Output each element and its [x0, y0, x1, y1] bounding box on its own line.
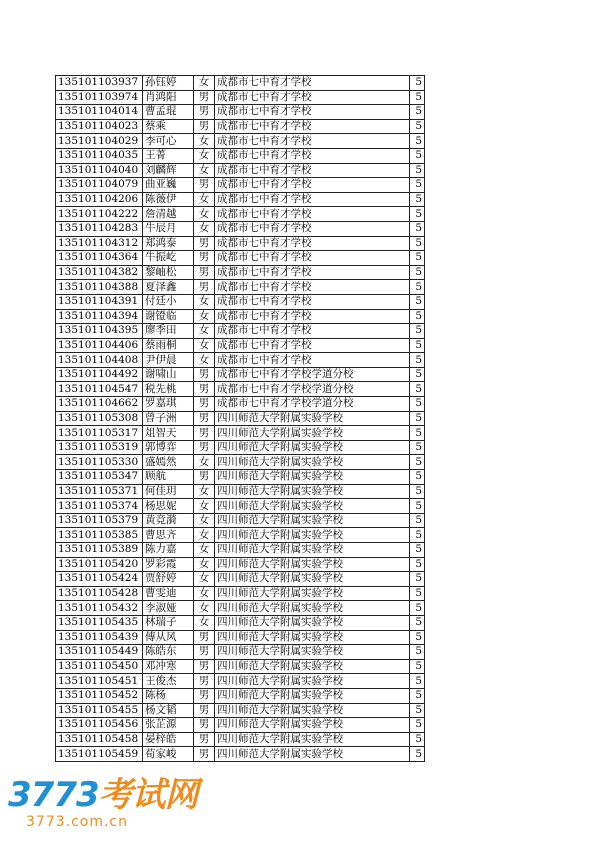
- cell-id: 135101105420: [56, 557, 143, 572]
- cell-name: 张芷源: [143, 718, 194, 733]
- cell-count: 5: [410, 309, 425, 324]
- cell-id: 135101104382: [56, 265, 143, 280]
- cell-count: 5: [410, 703, 425, 718]
- cell-gender: 男: [194, 718, 215, 733]
- table-row: [56, 615, 425, 630]
- cell-school: 四川师范大学附属实验学校: [215, 484, 410, 499]
- cell-count: 5: [410, 134, 425, 149]
- table-row: [56, 659, 425, 674]
- cell-name: 夏泽鑫: [143, 280, 194, 295]
- cell-school: 成都市七中育才学校: [215, 105, 410, 120]
- cell-school: 四川师范大学附属实验学校: [215, 747, 410, 762]
- cell-school: 四川师范大学附属实验学校: [215, 615, 410, 630]
- cell-gender: 男: [194, 265, 215, 280]
- cell-count: 5: [410, 338, 425, 353]
- site-logo-text: 考试网: [98, 775, 198, 815]
- cell-count: 5: [410, 76, 425, 91]
- cell-school: 成都市七中育才学校: [215, 236, 410, 251]
- cell-school: 四川师范大学附属实验学校: [215, 513, 410, 528]
- cell-id: 135101104222: [56, 207, 143, 222]
- cell-school: 成都市七中育才学校: [215, 221, 410, 236]
- cell-name: 肖鸿阳: [143, 90, 194, 105]
- cell-name: 晏梓皓: [143, 732, 194, 747]
- table-row: [56, 557, 425, 572]
- cell-id: 135101105319: [56, 440, 143, 455]
- cell-count: 5: [410, 265, 425, 280]
- cell-name: 李淑娅: [143, 601, 194, 616]
- cell-count: 5: [410, 718, 425, 733]
- cell-id: 135101104283: [56, 221, 143, 236]
- cell-id: 135101104040: [56, 163, 143, 178]
- cell-id: 135101104395: [56, 324, 143, 339]
- cell-id: 135101105371: [56, 484, 143, 499]
- cell-id: 135101104206: [56, 192, 143, 207]
- cell-id: 135101104364: [56, 251, 143, 266]
- cell-gender: 女: [194, 543, 215, 558]
- table-row: [56, 674, 425, 689]
- cell-school: 成都市七中育才学校: [215, 163, 410, 178]
- cell-school: 成都市七中育才学校: [215, 134, 410, 149]
- table-row: [56, 309, 425, 324]
- cell-school: 成都市七中育才学校: [215, 76, 410, 91]
- site-logo: [8, 775, 198, 830]
- cell-id: 135101105459: [56, 747, 143, 762]
- cell-count: 5: [410, 178, 425, 193]
- cell-name: 刘麟辉: [143, 163, 194, 178]
- cell-name: 曾子洲: [143, 411, 194, 426]
- cell-gender: 女: [194, 309, 215, 324]
- cell-gender: 男: [194, 367, 215, 382]
- cell-count: 5: [410, 732, 425, 747]
- cell-gender: 女: [194, 615, 215, 630]
- cell-school: 四川师范大学附属实验学校: [215, 470, 410, 485]
- cell-gender: 女: [194, 221, 215, 236]
- cell-id: 135101104388: [56, 280, 143, 295]
- table-row: [56, 367, 425, 382]
- cell-id: 135101105432: [56, 601, 143, 616]
- cell-count: 5: [410, 105, 425, 120]
- cell-gender: 男: [194, 178, 215, 193]
- cell-name: 顾航: [143, 470, 194, 485]
- cell-gender: 女: [194, 455, 215, 470]
- cell-school: 成都市七中育才学校学道分校: [215, 367, 410, 382]
- table-row: [56, 455, 425, 470]
- cell-id: 135101105456: [56, 718, 143, 733]
- cell-gender: 男: [194, 440, 215, 455]
- table-row: [56, 426, 425, 441]
- cell-name: 罗嘉琪: [143, 397, 194, 412]
- cell-gender: 女: [194, 294, 215, 309]
- cell-school: 成都市七中育才学校学道分校: [215, 382, 410, 397]
- cell-gender: 男: [194, 630, 215, 645]
- results-table: [55, 75, 425, 762]
- cell-name: 蔡雨桐: [143, 338, 194, 353]
- cell-school: 成都市七中育才学校: [215, 90, 410, 105]
- cell-name: 罗彩霞: [143, 557, 194, 572]
- cell-gender: 女: [194, 601, 215, 616]
- cell-name: 曲亚巍: [143, 178, 194, 193]
- cell-id: 135101105374: [56, 499, 143, 514]
- cell-gender: 男: [194, 659, 215, 674]
- table-row: [56, 119, 425, 134]
- cell-id: 135101103937: [56, 76, 143, 91]
- cell-gender: 女: [194, 163, 215, 178]
- cell-id: 135101105435: [56, 615, 143, 630]
- cell-id: 135101104029: [56, 134, 143, 149]
- cell-gender: 女: [194, 528, 215, 543]
- cell-school: 成都市七中育才学校: [215, 309, 410, 324]
- cell-count: 5: [410, 543, 425, 558]
- cell-gender: 男: [194, 105, 215, 120]
- cell-id: 135101104408: [56, 353, 143, 368]
- cell-id: 135101104079: [56, 178, 143, 193]
- cell-count: 5: [410, 280, 425, 295]
- cell-gender: 女: [194, 148, 215, 163]
- cell-id: 135101104023: [56, 119, 143, 134]
- cell-id: 135101104406: [56, 338, 143, 353]
- cell-count: 5: [410, 382, 425, 397]
- table-row: [56, 513, 425, 528]
- table-row: [56, 221, 425, 236]
- cell-school: 四川师范大学附属实验学校: [215, 440, 410, 455]
- cell-gender: 男: [194, 119, 215, 134]
- cell-gender: 男: [194, 645, 215, 660]
- cell-count: 5: [410, 572, 425, 587]
- cell-count: 5: [410, 221, 425, 236]
- cell-id: 135101105308: [56, 411, 143, 426]
- cell-gender: 男: [194, 703, 215, 718]
- cell-count: 5: [410, 557, 425, 572]
- cell-name: 王菁: [143, 148, 194, 163]
- table-row: [56, 207, 425, 222]
- table-row: [56, 236, 425, 251]
- cell-name: 曹孟琨: [143, 105, 194, 120]
- cell-count: 5: [410, 148, 425, 163]
- cell-count: 5: [410, 163, 425, 178]
- table-row: [56, 134, 425, 149]
- table-row: [56, 630, 425, 645]
- cell-school: 成都市七中育才学校: [215, 178, 410, 193]
- cell-name: 杨思妮: [143, 499, 194, 514]
- cell-gender: 女: [194, 572, 215, 587]
- cell-name: 陈力嘉: [143, 543, 194, 558]
- table-row: [56, 265, 425, 280]
- table-row: [56, 703, 425, 718]
- cell-name: 李可心: [143, 134, 194, 149]
- cell-gender: 男: [194, 397, 215, 412]
- cell-school: 成都市七中育才学校: [215, 294, 410, 309]
- cell-school: 成都市七中育才学校学道分校: [215, 397, 410, 412]
- table-row: [56, 192, 425, 207]
- table-row: [56, 163, 425, 178]
- cell-count: 5: [410, 426, 425, 441]
- cell-count: 5: [410, 499, 425, 514]
- cell-gender: 女: [194, 76, 215, 91]
- cell-school: 四川师范大学附属实验学校: [215, 732, 410, 747]
- cell-gender: 男: [194, 747, 215, 762]
- cell-school: 成都市七中育才学校: [215, 280, 410, 295]
- cell-name: 贾舒婷: [143, 572, 194, 587]
- table-row: [56, 280, 425, 295]
- cell-school: 四川师范大学附属实验学校: [215, 543, 410, 558]
- site-logo-url: 3773.com.cn: [26, 814, 128, 830]
- cell-name: 何佳玥: [143, 484, 194, 499]
- table-row: [56, 601, 425, 616]
- cell-count: 5: [410, 455, 425, 470]
- cell-school: 四川师范大学附属实验学校: [215, 718, 410, 733]
- cell-count: 5: [410, 659, 425, 674]
- cell-id: 135101105385: [56, 528, 143, 543]
- cell-school: 成都市七中育才学校: [215, 148, 410, 163]
- cell-gender: 女: [194, 484, 215, 499]
- cell-school: 四川师范大学附属实验学校: [215, 411, 410, 426]
- cell-name: 俎智天: [143, 426, 194, 441]
- cell-id: 135101105450: [56, 659, 143, 674]
- cell-school: 四川师范大学附属实验学校: [215, 659, 410, 674]
- cell-count: 5: [410, 90, 425, 105]
- cell-count: 5: [410, 294, 425, 309]
- cell-count: 5: [410, 586, 425, 601]
- cell-school: 成都市七中育才学校: [215, 338, 410, 353]
- cell-count: 5: [410, 513, 425, 528]
- cell-name: 曹雯迪: [143, 586, 194, 601]
- cell-school: 四川师范大学附属实验学校: [215, 528, 410, 543]
- cell-count: 5: [410, 470, 425, 485]
- cell-id: 135101105452: [56, 688, 143, 703]
- table-row: [56, 572, 425, 587]
- cell-count: 5: [410, 747, 425, 762]
- cell-count: 5: [410, 674, 425, 689]
- cell-gender: 男: [194, 470, 215, 485]
- table-row: [56, 353, 425, 368]
- cell-id: 135101105428: [56, 586, 143, 601]
- cell-name: 牛辰月: [143, 221, 194, 236]
- table-row: [56, 528, 425, 543]
- cell-gender: 男: [194, 236, 215, 251]
- cell-gender: 男: [194, 674, 215, 689]
- cell-name: 谢啸山: [143, 367, 194, 382]
- cell-name: 荀家峻: [143, 747, 194, 762]
- cell-name: 郑鸿泰: [143, 236, 194, 251]
- cell-gender: 女: [194, 324, 215, 339]
- cell-id: 135101104492: [56, 367, 143, 382]
- cell-gender: 女: [194, 134, 215, 149]
- cell-name: 陈薇伊: [143, 192, 194, 207]
- table-row: [56, 324, 425, 339]
- table-row: [56, 688, 425, 703]
- cell-school: 成都市七中育才学校: [215, 251, 410, 266]
- cell-count: 5: [410, 630, 425, 645]
- table-row: [56, 411, 425, 426]
- cell-school: 四川师范大学附属实验学校: [215, 703, 410, 718]
- cell-id: 135101105451: [56, 674, 143, 689]
- cell-id: 135101105389: [56, 543, 143, 558]
- cell-count: 5: [410, 688, 425, 703]
- cell-school: 成都市七中育才学校: [215, 324, 410, 339]
- cell-school: 成都市七中育才学校: [215, 265, 410, 280]
- cell-id: 135101104394: [56, 309, 143, 324]
- table-row: [56, 294, 425, 309]
- cell-name: 陈皓东: [143, 645, 194, 660]
- cell-school: 四川师范大学附属实验学校: [215, 557, 410, 572]
- cell-id: 135101105424: [56, 572, 143, 587]
- cell-count: 5: [410, 207, 425, 222]
- table-row: [56, 484, 425, 499]
- cell-name: 王俊杰: [143, 674, 194, 689]
- cell-name: 蔡乘: [143, 119, 194, 134]
- cell-school: 四川师范大学附属实验学校: [215, 572, 410, 587]
- cell-school: 四川师范大学附属实验学校: [215, 688, 410, 703]
- cell-school: 四川师范大学附属实验学校: [215, 499, 410, 514]
- cell-school: 四川师范大学附属实验学校: [215, 645, 410, 660]
- cell-count: 5: [410, 484, 425, 499]
- cell-school: 四川师范大学附属实验学校: [215, 426, 410, 441]
- cell-name: 牛振屹: [143, 251, 194, 266]
- cell-id: 135101104391: [56, 294, 143, 309]
- table-row: [56, 105, 425, 120]
- cell-school: 成都市七中育才学校: [215, 353, 410, 368]
- cell-school: 四川师范大学附属实验学校: [215, 630, 410, 645]
- cell-count: 5: [410, 353, 425, 368]
- table-row: [56, 470, 425, 485]
- cell-school: 四川师范大学附属实验学校: [215, 586, 410, 601]
- cell-id: 135101105455: [56, 703, 143, 718]
- cell-id: 135101105458: [56, 732, 143, 747]
- cell-count: 5: [410, 645, 425, 660]
- cell-name: 谢镫临: [143, 309, 194, 324]
- cell-id: 135101104014: [56, 105, 143, 120]
- cell-gender: 女: [194, 586, 215, 601]
- table-row: [56, 76, 425, 91]
- cell-count: 5: [410, 440, 425, 455]
- cell-name: 税先桃: [143, 382, 194, 397]
- cell-gender: 男: [194, 251, 215, 266]
- cell-id: 135101104547: [56, 382, 143, 397]
- cell-name: 廖季田: [143, 324, 194, 339]
- cell-school: 成都市七中育才学校: [215, 207, 410, 222]
- cell-gender: 女: [194, 338, 215, 353]
- cell-count: 5: [410, 411, 425, 426]
- cell-gender: 男: [194, 688, 215, 703]
- cell-gender: 男: [194, 732, 215, 747]
- cell-name: 孙钰婷: [143, 76, 194, 91]
- cell-count: 5: [410, 397, 425, 412]
- cell-count: 5: [410, 367, 425, 382]
- table-row: [56, 90, 425, 105]
- table-row: [56, 178, 425, 193]
- cell-gender: 男: [194, 411, 215, 426]
- cell-id: 135101105449: [56, 645, 143, 660]
- site-logo-wordmark: [8, 775, 198, 815]
- results-table-body: [56, 76, 425, 762]
- table-row: [56, 732, 425, 747]
- cell-id: 135101105347: [56, 470, 143, 485]
- table-row: [56, 382, 425, 397]
- cell-count: 5: [410, 236, 425, 251]
- cell-name: 郭博弈: [143, 440, 194, 455]
- table-row: [56, 397, 425, 412]
- table-row: [56, 251, 425, 266]
- cell-gender: 女: [194, 207, 215, 222]
- cell-gender: 女: [194, 499, 215, 514]
- cell-name: 付廷小: [143, 294, 194, 309]
- cell-name: 詹清越: [143, 207, 194, 222]
- site-logo-number: 3773: [8, 775, 99, 815]
- table-row: [56, 543, 425, 558]
- cell-school: 成都市七中育才学校: [215, 192, 410, 207]
- cell-school: 四川师范大学附属实验学校: [215, 455, 410, 470]
- cell-gender: 女: [194, 192, 215, 207]
- cell-id: 135101105439: [56, 630, 143, 645]
- cell-id: 135101105317: [56, 426, 143, 441]
- cell-count: 5: [410, 528, 425, 543]
- table-row: [56, 148, 425, 163]
- cell-gender: 女: [194, 513, 215, 528]
- cell-school: 四川师范大学附属实验学校: [215, 674, 410, 689]
- cell-count: 5: [410, 324, 425, 339]
- cell-id: 135101105379: [56, 513, 143, 528]
- cell-name: 林瑞子: [143, 615, 194, 630]
- cell-gender: 男: [194, 280, 215, 295]
- table-row: [56, 645, 425, 660]
- cell-school: 四川师范大学附属实验学校: [215, 601, 410, 616]
- cell-name: 黎岫松: [143, 265, 194, 280]
- cell-name: 陈杨: [143, 688, 194, 703]
- cell-gender: 男: [194, 382, 215, 397]
- cell-name: 曹思齐: [143, 528, 194, 543]
- table-row: [56, 747, 425, 762]
- cell-count: 5: [410, 192, 425, 207]
- table-row: [56, 440, 425, 455]
- cell-id: 135101105330: [56, 455, 143, 470]
- cell-count: 5: [410, 615, 425, 630]
- cell-id: 135101104662: [56, 397, 143, 412]
- cell-count: 5: [410, 601, 425, 616]
- cell-name: 杨文韬: [143, 703, 194, 718]
- cell-name: 傅从风: [143, 630, 194, 645]
- cell-gender: 男: [194, 426, 215, 441]
- cell-gender: 女: [194, 557, 215, 572]
- cell-id: 135101104312: [56, 236, 143, 251]
- cell-name: 尹伊晨: [143, 353, 194, 368]
- cell-school: 成都市七中育才学校: [215, 119, 410, 134]
- table-row: [56, 338, 425, 353]
- cell-name: 盛嫣然: [143, 455, 194, 470]
- table-row: [56, 586, 425, 601]
- cell-count: 5: [410, 251, 425, 266]
- cell-gender: 女: [194, 353, 215, 368]
- cell-name: 邓冲寒: [143, 659, 194, 674]
- cell-id: 135101104035: [56, 148, 143, 163]
- table-row: [56, 499, 425, 514]
- table-row: [56, 718, 425, 733]
- cell-id: 135101103974: [56, 90, 143, 105]
- cell-gender: 男: [194, 90, 215, 105]
- cell-name: 黄竞漪: [143, 513, 194, 528]
- cell-count: 5: [410, 119, 425, 134]
